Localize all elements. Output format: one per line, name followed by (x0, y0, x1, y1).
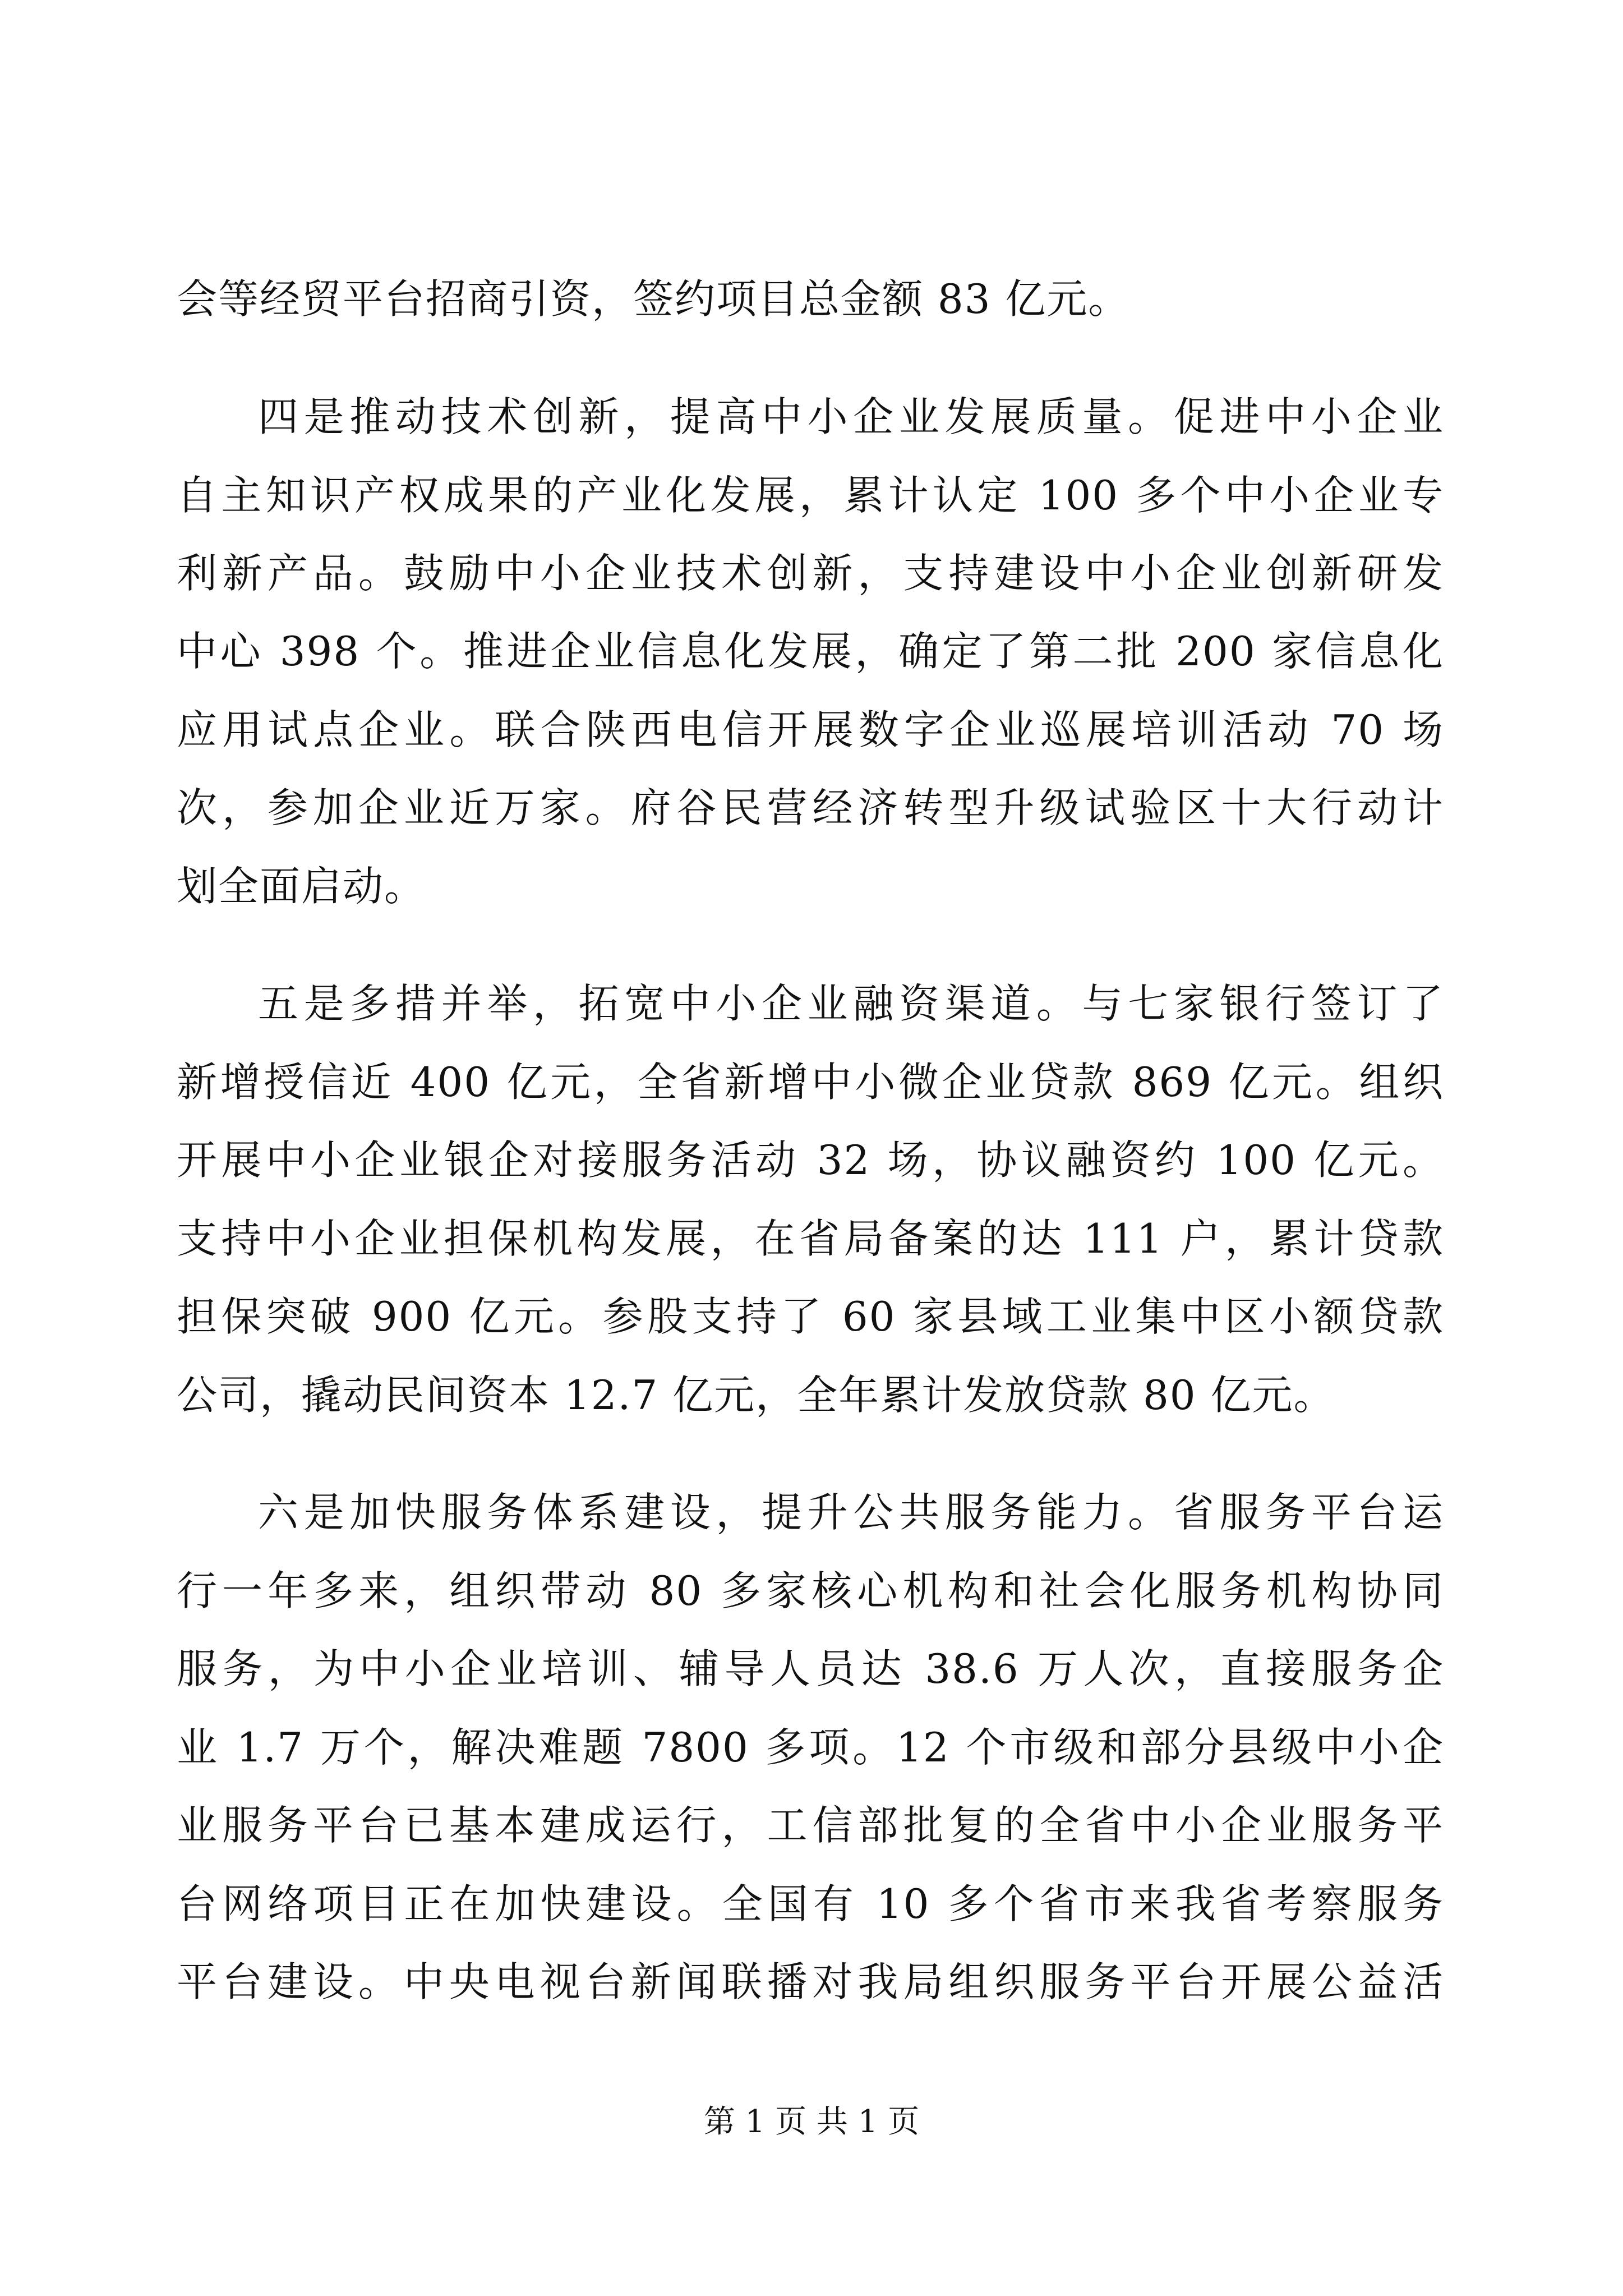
text-line-2: 四是推动技术创新，提高中小企业发展质量。促进中小企业 (258, 393, 1444, 440)
text-line-9: 五是多措并举，拓宽中小企业融资渠道。与七家银行签订了 (258, 980, 1444, 1027)
text-line-4: 利新产品。鼓励中小企业技术创新，支持建设中小企业创新研发 (177, 550, 1444, 597)
page-footer: 第 1 页 共 1 页 (703, 2104, 920, 2140)
text-line-18: 业 1.7 万个，解决难题 7800 多项。12 个市级和部分县级中小企 (177, 1724, 1444, 1771)
text-line-14: 公司，撬动民间资本 12.7 亿元，全年累计发放贷款 80 亿元。 (177, 1372, 1335, 1419)
text-line-20: 台网络项目正在加快建设。全国有 10 多个省市来我省考察服务 (177, 1880, 1444, 1927)
text-line-6: 应用试点企业。联合陕西电信开展数字企业巡展培训活动 70 场 (177, 706, 1444, 753)
text-line-3: 自主知识产权成果的产业化发展，累计认定 100 多个中小企业专 (177, 472, 1444, 519)
text-line-21: 平台建设。中央电视台新闻联播对我局组织服务平台开展公益活 (177, 1958, 1444, 2005)
text-line-17: 服务，为中小企业培训、辅导人员达 38.6 万人次，直接服务企 (177, 1645, 1444, 1692)
text-line-12: 支持中小企业担保机构发展，在省局备案的达 111 户，累计贷款 (177, 1215, 1444, 1262)
text-line-19: 业服务平台已基本建成运行，工信部批复的全省中小企业服务平 (177, 1802, 1444, 1849)
text-line-11: 开展中小企业银企对接服务活动 32 场，协议融资约 100 亿元。 (177, 1137, 1444, 1184)
text-line-15: 六是加快服务体系建设，提升公共服务能力。省服务平台运 (258, 1489, 1444, 1536)
text-line-7: 次，参加企业近万家。府谷民营经济转型升级试验区十大行动计 (177, 784, 1444, 831)
text-line-13: 担保突破 900 亿元。参股支持了 60 家县域工业集中区小额贷款 (177, 1293, 1444, 1340)
text-line-5: 中心 398 个。推进企业信息化发展，确定了第二批 200 家信息化 (177, 628, 1444, 675)
text-line-16: 行一年多来，组织带动 80 多家核心机构和社会化服务机构协同 (177, 1567, 1444, 1614)
text-line-1: 会等经贸平台招商引资，签约项目总金额 83 亿元。 (177, 275, 1130, 323)
text-line-8: 划全面启动。 (177, 863, 426, 910)
text-line-10: 新增授信近 400 亿元，全省新增中小微企业贷款 869 亿元。组织 (177, 1059, 1444, 1106)
